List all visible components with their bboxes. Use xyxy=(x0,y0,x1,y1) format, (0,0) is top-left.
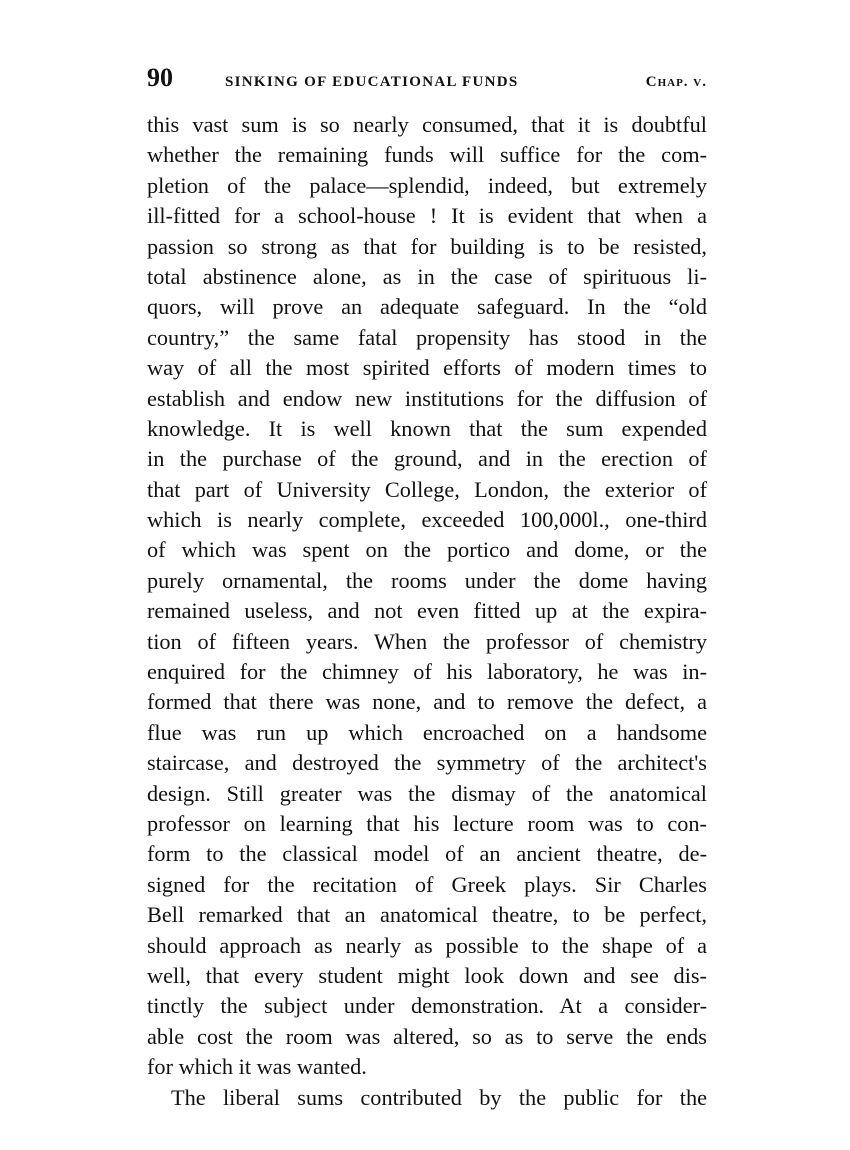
text-line: total abstinence alone, as in the case of spirituous li- xyxy=(147,263,707,289)
text-line: passion so strong as that for building is to be resisted, xyxy=(147,233,707,259)
text-line: quors, will prove an adequate safeguard. In the “old xyxy=(147,294,707,320)
text-line: ill-fitted for a school-house ! It is evident that when a xyxy=(147,203,707,229)
text-line: form to the classical model of an ancient theatre, de- xyxy=(147,841,707,867)
paragraph-start-line: The liberal sums contributed by the public for the xyxy=(171,1084,707,1110)
text-line: Bell remarked that an anatomical theatre, to be perfect, xyxy=(147,902,707,928)
text-line: whether the remaining funds will suffice for the com- xyxy=(147,142,707,168)
text-line: staircase, and destroyed the symmetry of the architect's xyxy=(147,750,707,776)
text-line: pletion of the palace—splendid, indeed, but extremely xyxy=(147,172,707,198)
text-line: professor on learning that his lecture room was to con- xyxy=(147,810,707,836)
text-line: able cost the room was altered, so as to serve the ends xyxy=(147,1023,707,1049)
text-line: that part of University College, London, the exterior of xyxy=(147,476,707,502)
text-line: which is nearly complete, exceeded 100,000l., one-third xyxy=(147,507,707,533)
text-line: establish and endow new institutions for the diffusion of xyxy=(147,385,707,411)
text-line: this vast sum is so nearly consumed, that it is doubtful xyxy=(147,112,707,137)
text-line: tion of fifteen years. When the professor of chemistry xyxy=(147,628,707,654)
text-line: remained useless, and not even fitted up at the expira- xyxy=(147,598,707,624)
running-head xyxy=(147,63,707,99)
text-line: in the purchase of the ground, and in the erection of xyxy=(147,446,707,472)
text-line: knowledge. It is well known that the sum expended xyxy=(147,415,707,441)
text-line: signed for the recitation of Greek plays. Sir Charles xyxy=(147,871,707,897)
text-line: flue was run up which encroached on a handsome xyxy=(147,719,707,745)
text-line: way of all the most spirited efforts of modern times to xyxy=(147,355,707,381)
text-line: should approach as nearly as possible to the shape of a xyxy=(147,932,707,958)
text-line: design. Still greater was the dismay of the anatomical xyxy=(147,780,707,806)
text-line: purely ornamental, the rooms under the dome having xyxy=(147,567,707,593)
text-line: enquired for the chimney of his laboratory, he was in- xyxy=(147,659,707,685)
chapter-label: Chap. v. xyxy=(645,74,707,90)
running-title: SINKING OF EDUCATIONAL FUNDS xyxy=(225,74,519,90)
text-line: of which was spent on the portico and dome, or the xyxy=(147,537,707,563)
page-number: 90 xyxy=(147,63,173,92)
text-line: well, that every student might look down and see dis- xyxy=(147,962,707,988)
text-line: country,” the same fatal propensity has stood in the xyxy=(147,324,707,350)
paragraph-end-line: for which it was wanted. xyxy=(147,1054,367,1080)
text-line: tinctly the subject under demonstration. At a consider- xyxy=(147,993,707,1019)
body-text xyxy=(147,110,707,1113)
text-line: formed that there was none, and to remove the defect, a xyxy=(147,689,707,715)
